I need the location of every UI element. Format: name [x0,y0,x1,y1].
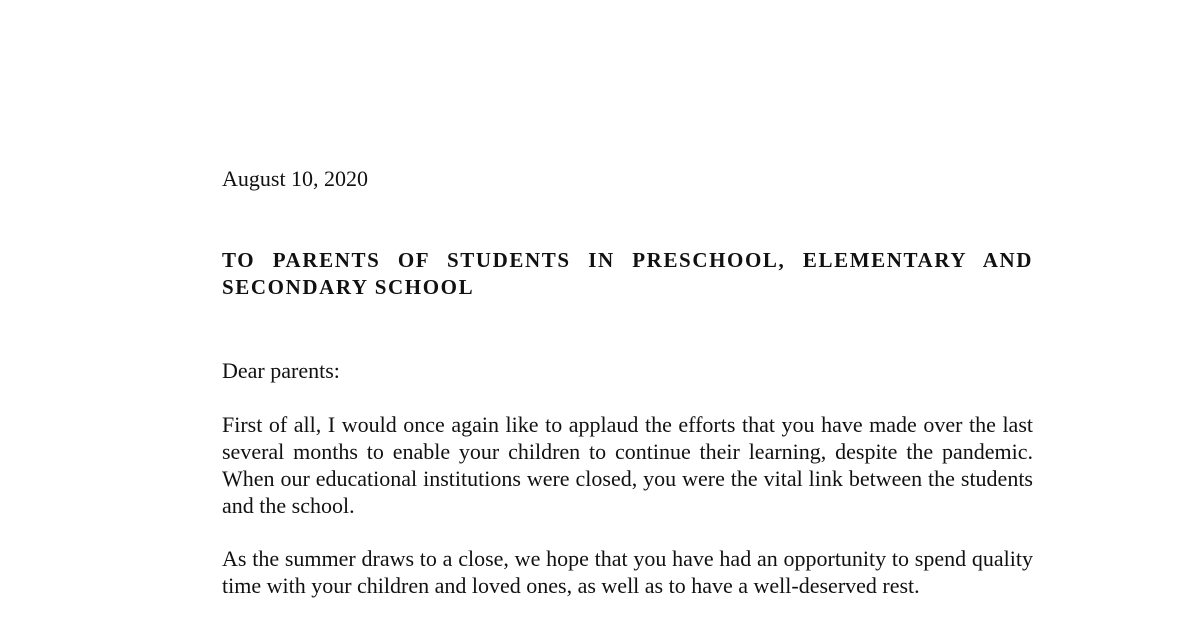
paragraph-1: First of all, I would once again like to applaud the efforts that you have made over the last several months to enable your children to continue their learning, despite the pandemic. When our educational institutions were closed, you were the vital link between the students and the school. [222,412,1033,518]
letter-body [222,165,1033,599]
letter-heading: TO PARENTS OF STUDENTS IN PRESCHOOL, ELEMENTARY AND SECONDARY SCHOOL [222,248,1033,299]
paragraph-2: As the summer draws to a close, we hope that you have had an opportunity to spend quality time with your children and loved ones, as well as to have a well-deserved rest. [222,546,1033,598]
letter-date: August 10, 2020 [222,166,369,191]
letter-greeting: Dear parents: [222,358,340,383]
